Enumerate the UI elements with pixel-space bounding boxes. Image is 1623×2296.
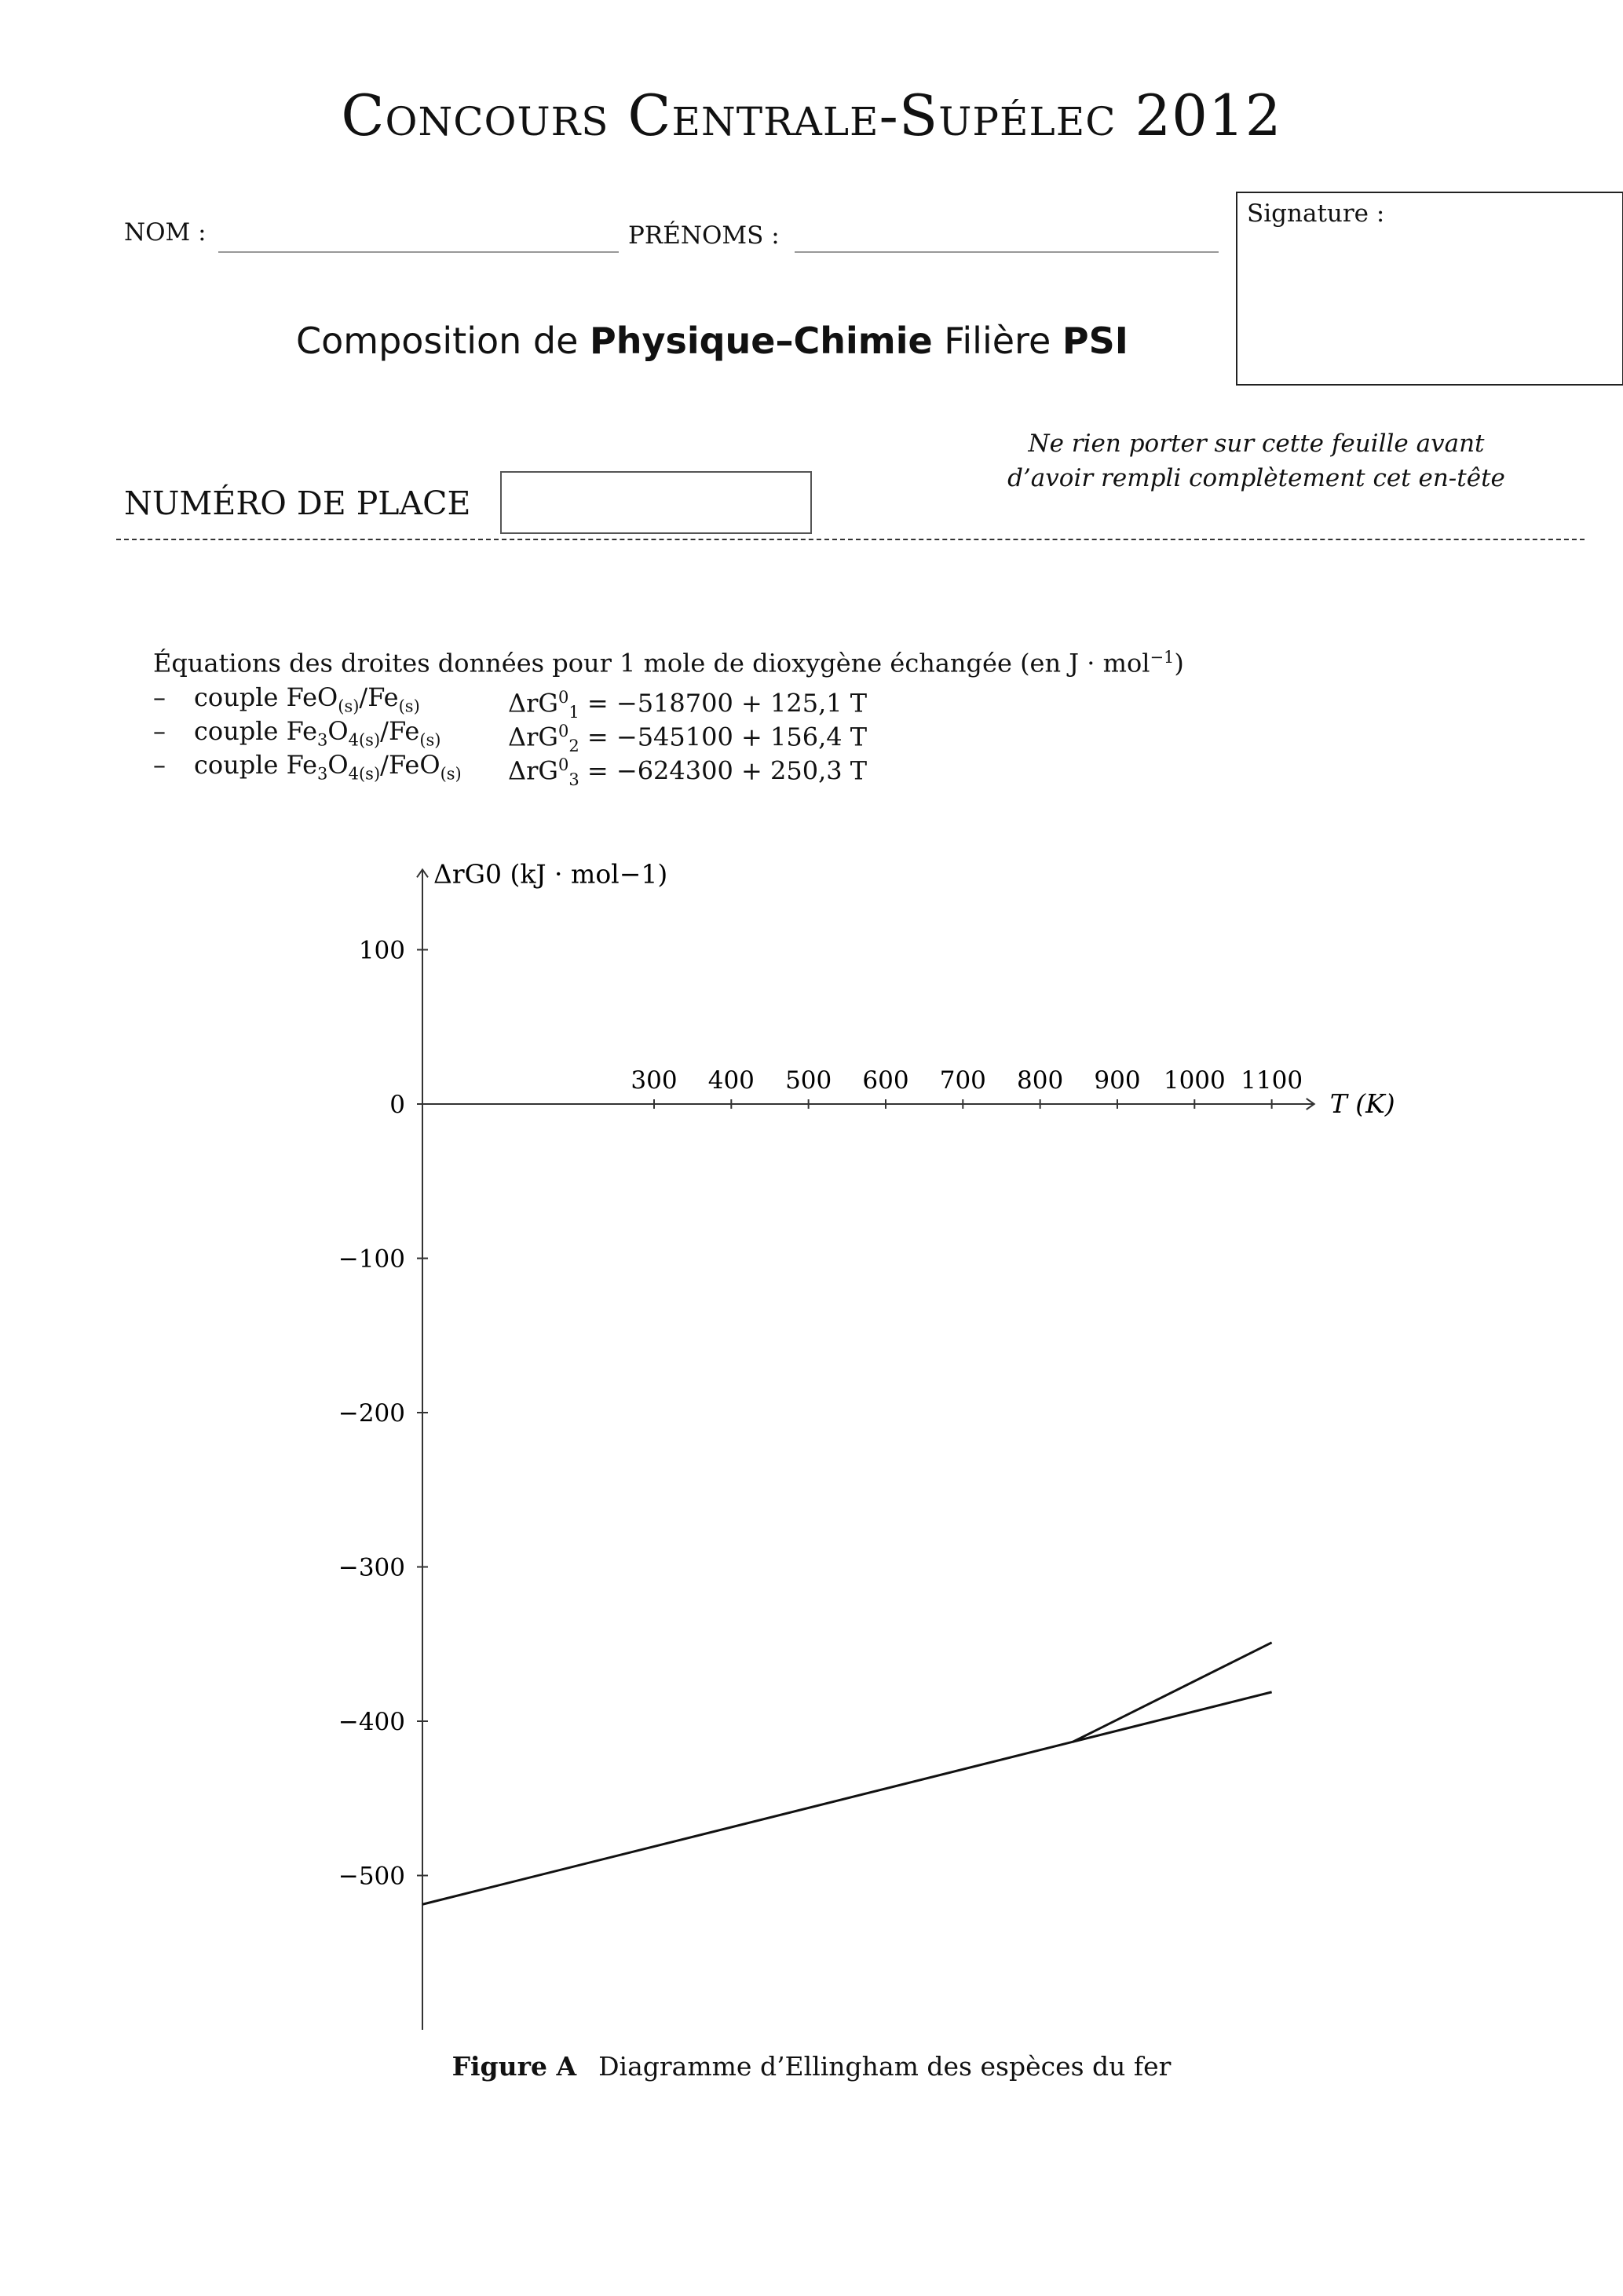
place-label: NUMÉRO DE PLACE [124, 484, 471, 522]
couple-sub: (s) [440, 764, 462, 784]
couple-sub: 3 [317, 764, 328, 784]
couple-text: /FeO [380, 749, 440, 780]
equation-expr: = −545100 + 156,4 T [579, 722, 868, 752]
series-line [1073, 1643, 1272, 1742]
x-tick-label: 400 [707, 1066, 755, 1095]
y-tick-label: −500 [338, 1862, 405, 1891]
y-tick-label: −100 [338, 1245, 405, 1274]
nom-label: NOM : [124, 218, 207, 247]
equations-intro-exp: −1 [1150, 648, 1175, 667]
figure-caption [0, 2051, 1623, 2082]
warning-line-2: d’avoir rempli complètement cet en-tête [1007, 464, 1505, 492]
y-tick-label: −400 [338, 1708, 405, 1736]
x-tick-label: 1000 [1163, 1066, 1226, 1095]
standard-exp: 0 [557, 721, 569, 740]
x-tick-label: 800 [1017, 1066, 1064, 1095]
list-dash: – [153, 715, 166, 746]
series-line [422, 1742, 1073, 1904]
couple-sub: (s) [338, 696, 360, 716]
equation-index: 2 [568, 736, 579, 755]
y-tick-label: 100 [358, 936, 405, 965]
y-axis-label: ΔrG0 (kJ · mol−1) [433, 858, 668, 890]
equations-intro-text: Équations des droites données pour 1 mole de dioxygène échangée (en J · mol [153, 648, 1150, 678]
signature-label: Signature : [1247, 199, 1385, 228]
x-axis-label: T (K) [1329, 1088, 1395, 1119]
y-tick-label: 0 [389, 1091, 405, 1119]
page-title: Concours Centrale-Supélec 2012 [341, 82, 1282, 148]
list-dash: – [153, 749, 166, 780]
composition-subject: Physique–Chimie [590, 320, 933, 362]
couple-text: couple FeO [194, 682, 338, 712]
couple-sub: (s) [419, 730, 441, 750]
y-tick-label: −200 [338, 1399, 405, 1428]
standard-exp: 0 [557, 687, 569, 707]
couple-sub: 4(s) [348, 730, 381, 750]
equation-expr: = −518700 + 125,1 T [579, 688, 868, 718]
couple-text: /Fe [359, 682, 399, 712]
prenoms-label: PRÉNOMS : [628, 221, 780, 250]
figure-label: Figure A [451, 2051, 577, 2082]
warning-line-1: Ne rien porter sur cette feuille avant [1028, 430, 1485, 458]
list-dash: – [153, 682, 166, 712]
standard-exp: 0 [557, 755, 569, 774]
series-line [1073, 1692, 1272, 1742]
composition-prefix: Composition de [296, 320, 590, 362]
delta-symbol: ΔrG [508, 722, 558, 752]
couple-text: O [327, 715, 349, 746]
equation-expr: = −624300 + 250,3 T [579, 755, 868, 786]
equation-index: 1 [568, 702, 579, 722]
x-tick-label: 600 [862, 1066, 909, 1095]
couple-text: couple Fe [194, 715, 318, 746]
composition-middle: Filière [932, 320, 1062, 362]
x-tick-label: 300 [631, 1066, 678, 1095]
couple-text: O [327, 749, 349, 780]
delta-symbol: ΔrG [508, 688, 558, 718]
couple-sub: (s) [398, 696, 420, 716]
y-tick-label: −300 [338, 1553, 405, 1582]
couple-text: couple Fe [194, 749, 318, 780]
x-tick-label: 900 [1094, 1066, 1141, 1095]
x-tick-label: 700 [939, 1066, 986, 1095]
couple-sub: 3 [317, 730, 328, 750]
couple-sub: 4(s) [348, 764, 381, 784]
x-tick-label: 1100 [1241, 1066, 1303, 1095]
x-tick-label: 500 [785, 1066, 832, 1095]
delta-symbol: ΔrG [508, 755, 558, 786]
couple-text: /Fe [380, 715, 420, 746]
equation-index: 3 [568, 770, 579, 789]
equations-intro-end: ) [1174, 648, 1184, 678]
figure-caption-text: Diagramme d’Ellingham des espèces du fer [598, 2051, 1172, 2082]
composition-track: PSI [1062, 320, 1128, 362]
